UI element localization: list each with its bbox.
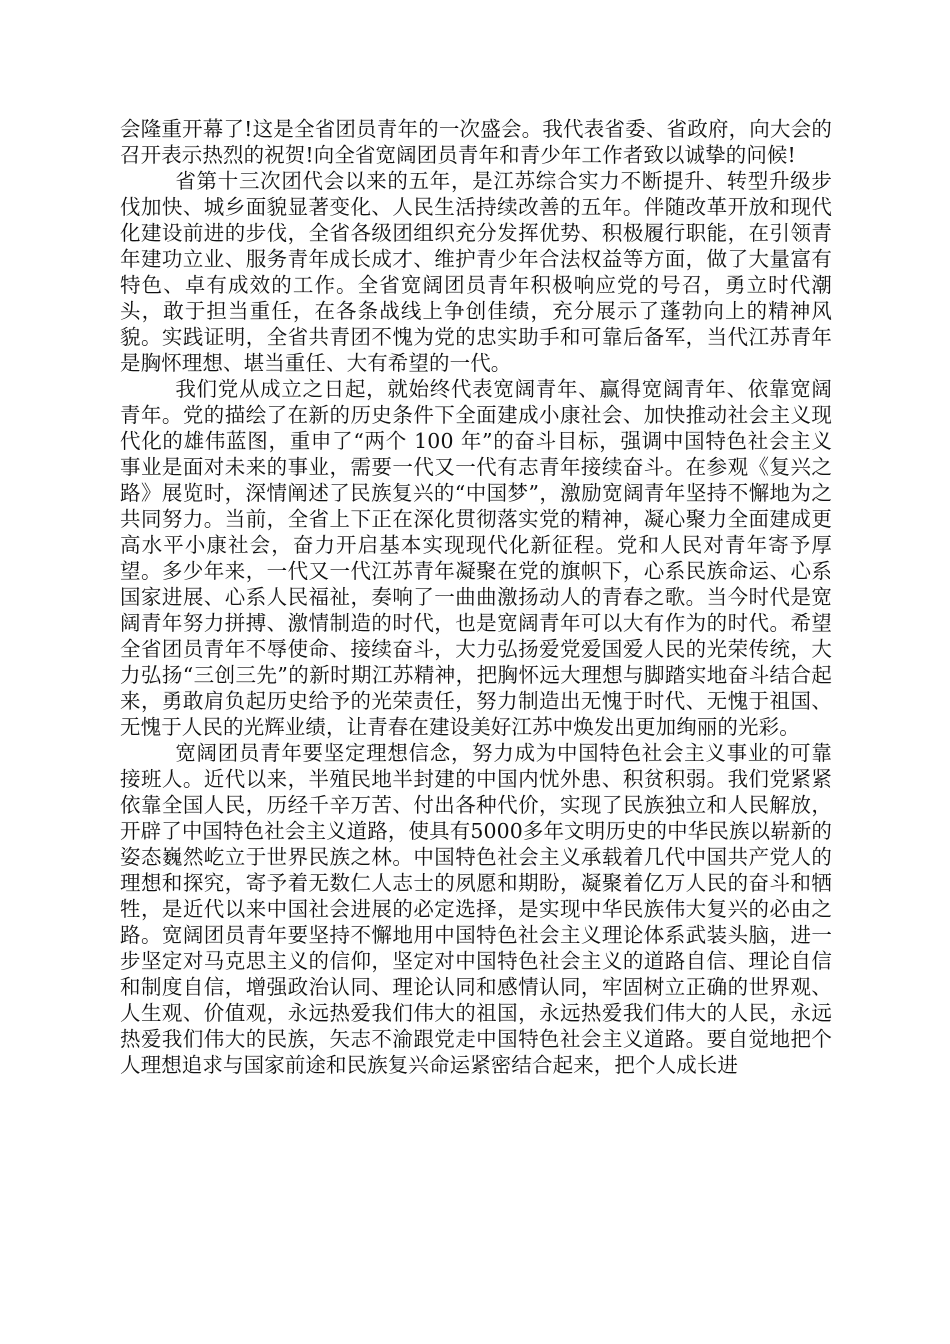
- paragraph-3: 我们党从成立之日起，就始终代表宽阔青年、赢得宽阔青年、依靠宽阔青年。党的描绘了在新的历史条件下全面建成小康社会、加快推动社会主义现代化的雄伟蓝图，重申了“两个 100 年”的奋斗目标，强调中国特色社会主义事业是面对未来的事业，需要一代又一代有志青年接续奋斗。在参观《复兴之路》展览时，深情阐述了民族复兴的“中国梦”，激励宽阔青年坚持不懈地为之共同努力。当前，全省上下正在深化贯彻落实党的精神，凝心聚力全面建成更高水平小康社会，奋力开启基本实现现代化新征程。党和人民对青年寄予厚望。多少年来，一代又一代江苏青年凝聚在党的旗帜下，心系民族命运、心系国家进展、心系人民福祉，奏响了一曲曲激扬动人的青春之歌。当今时代是宽阔青年努力拼搏、激情制造的时代，也是宽阔青年可以大有作为的时代。希望全省团员青年不辱使命、接续奋斗，大力弘扬爱党爱国爱人民的光荣传统，大力弘扬“三创三先”的新时期江苏精神，把胸怀远大理想与脚踏实地奋斗结合起来，勇敢肩负起历史给予的光荣责任，努力制造出无愧于时代、无愧于祖国、无愧于人民的光辉业绩，让青春在建设美好江苏中焕发出更加绚丽的光彩。: [120, 377, 832, 739]
- document-body: [120, 116, 832, 1078]
- paragraph-2: 省第十三次团代会以来的五年，是江苏综合实力不断提升、转型升级步伐加快、城乡面貌显著变化、人民生活持续改善的五年。伴随改革开放和现代化建设前进的步伐，全省各级团组织充分发挥优势、积极履行职能，在引领青年建功立业、服务青年成长成才、维护青少年合法权益等方面，做了大量富有特色、卓有成效的工作。全省宽阔团员青年积极响应党的号召，勇立时代潮头，敢于担当重任，在各条战线上争创佳绩，充分展示了蓬勃向上的精神风貌。实践证明，全省共青团不愧为党的忠实助手和可靠后备军，当代江苏青年是胸怀理想、堪当重任、大有希望的一代。: [120, 169, 832, 375]
- paragraph-4: 宽阔团员青年要坚定理想信念，努力成为中国特色社会主义事业的可靠接班人。近代以来，半殖民地半封建的中国内忧外患、积贫积弱。我们党紧紧依靠全国人民，历经千辛万苦、付出各种代价，实现了民族独立和人民解放，开辟了中国特色社会主义道路，使具有5000多年文明历史的中华民族以崭新的姿态巍然屹立于世界民族之林。中国特色社会主义承载着几代中国共产党人的理想和探究，寄予着无数仁人志士的夙愿和期盼，凝聚着亿万人民的奋斗和牺牲，是近代以来中国社会进展的必定选择，是实现中华民族伟大复兴的必由之路。宽阔团员青年要坚持不懈地用中国特色社会主义理论体系武装头脑，进一步坚定对马克思主义的信仰，坚定对中国特色社会主义的道路自信、理论自信和制度自信，增强政治认同、理论认同和感情认同，牢固树立正确的世界观、人生观、价值观，永远热爱我们伟大的祖国，永远热爱我们伟大的人民，永远热爱我们伟大的民族，矢志不渝跟党走中国特色社会主义道路。要自觉地把个人理想追求与国家前途和民族复兴命运紧密结合起来，把个人成长进: [120, 741, 832, 1077]
- paragraph-1: 会隆重开幕了!这是全省团员青年的一次盛会。我代表省委、省政府，向大会的召开表示热烈的祝贺!向全省宽阔团员青年和青少年工作者致以诚挚的问候!: [120, 117, 832, 167]
